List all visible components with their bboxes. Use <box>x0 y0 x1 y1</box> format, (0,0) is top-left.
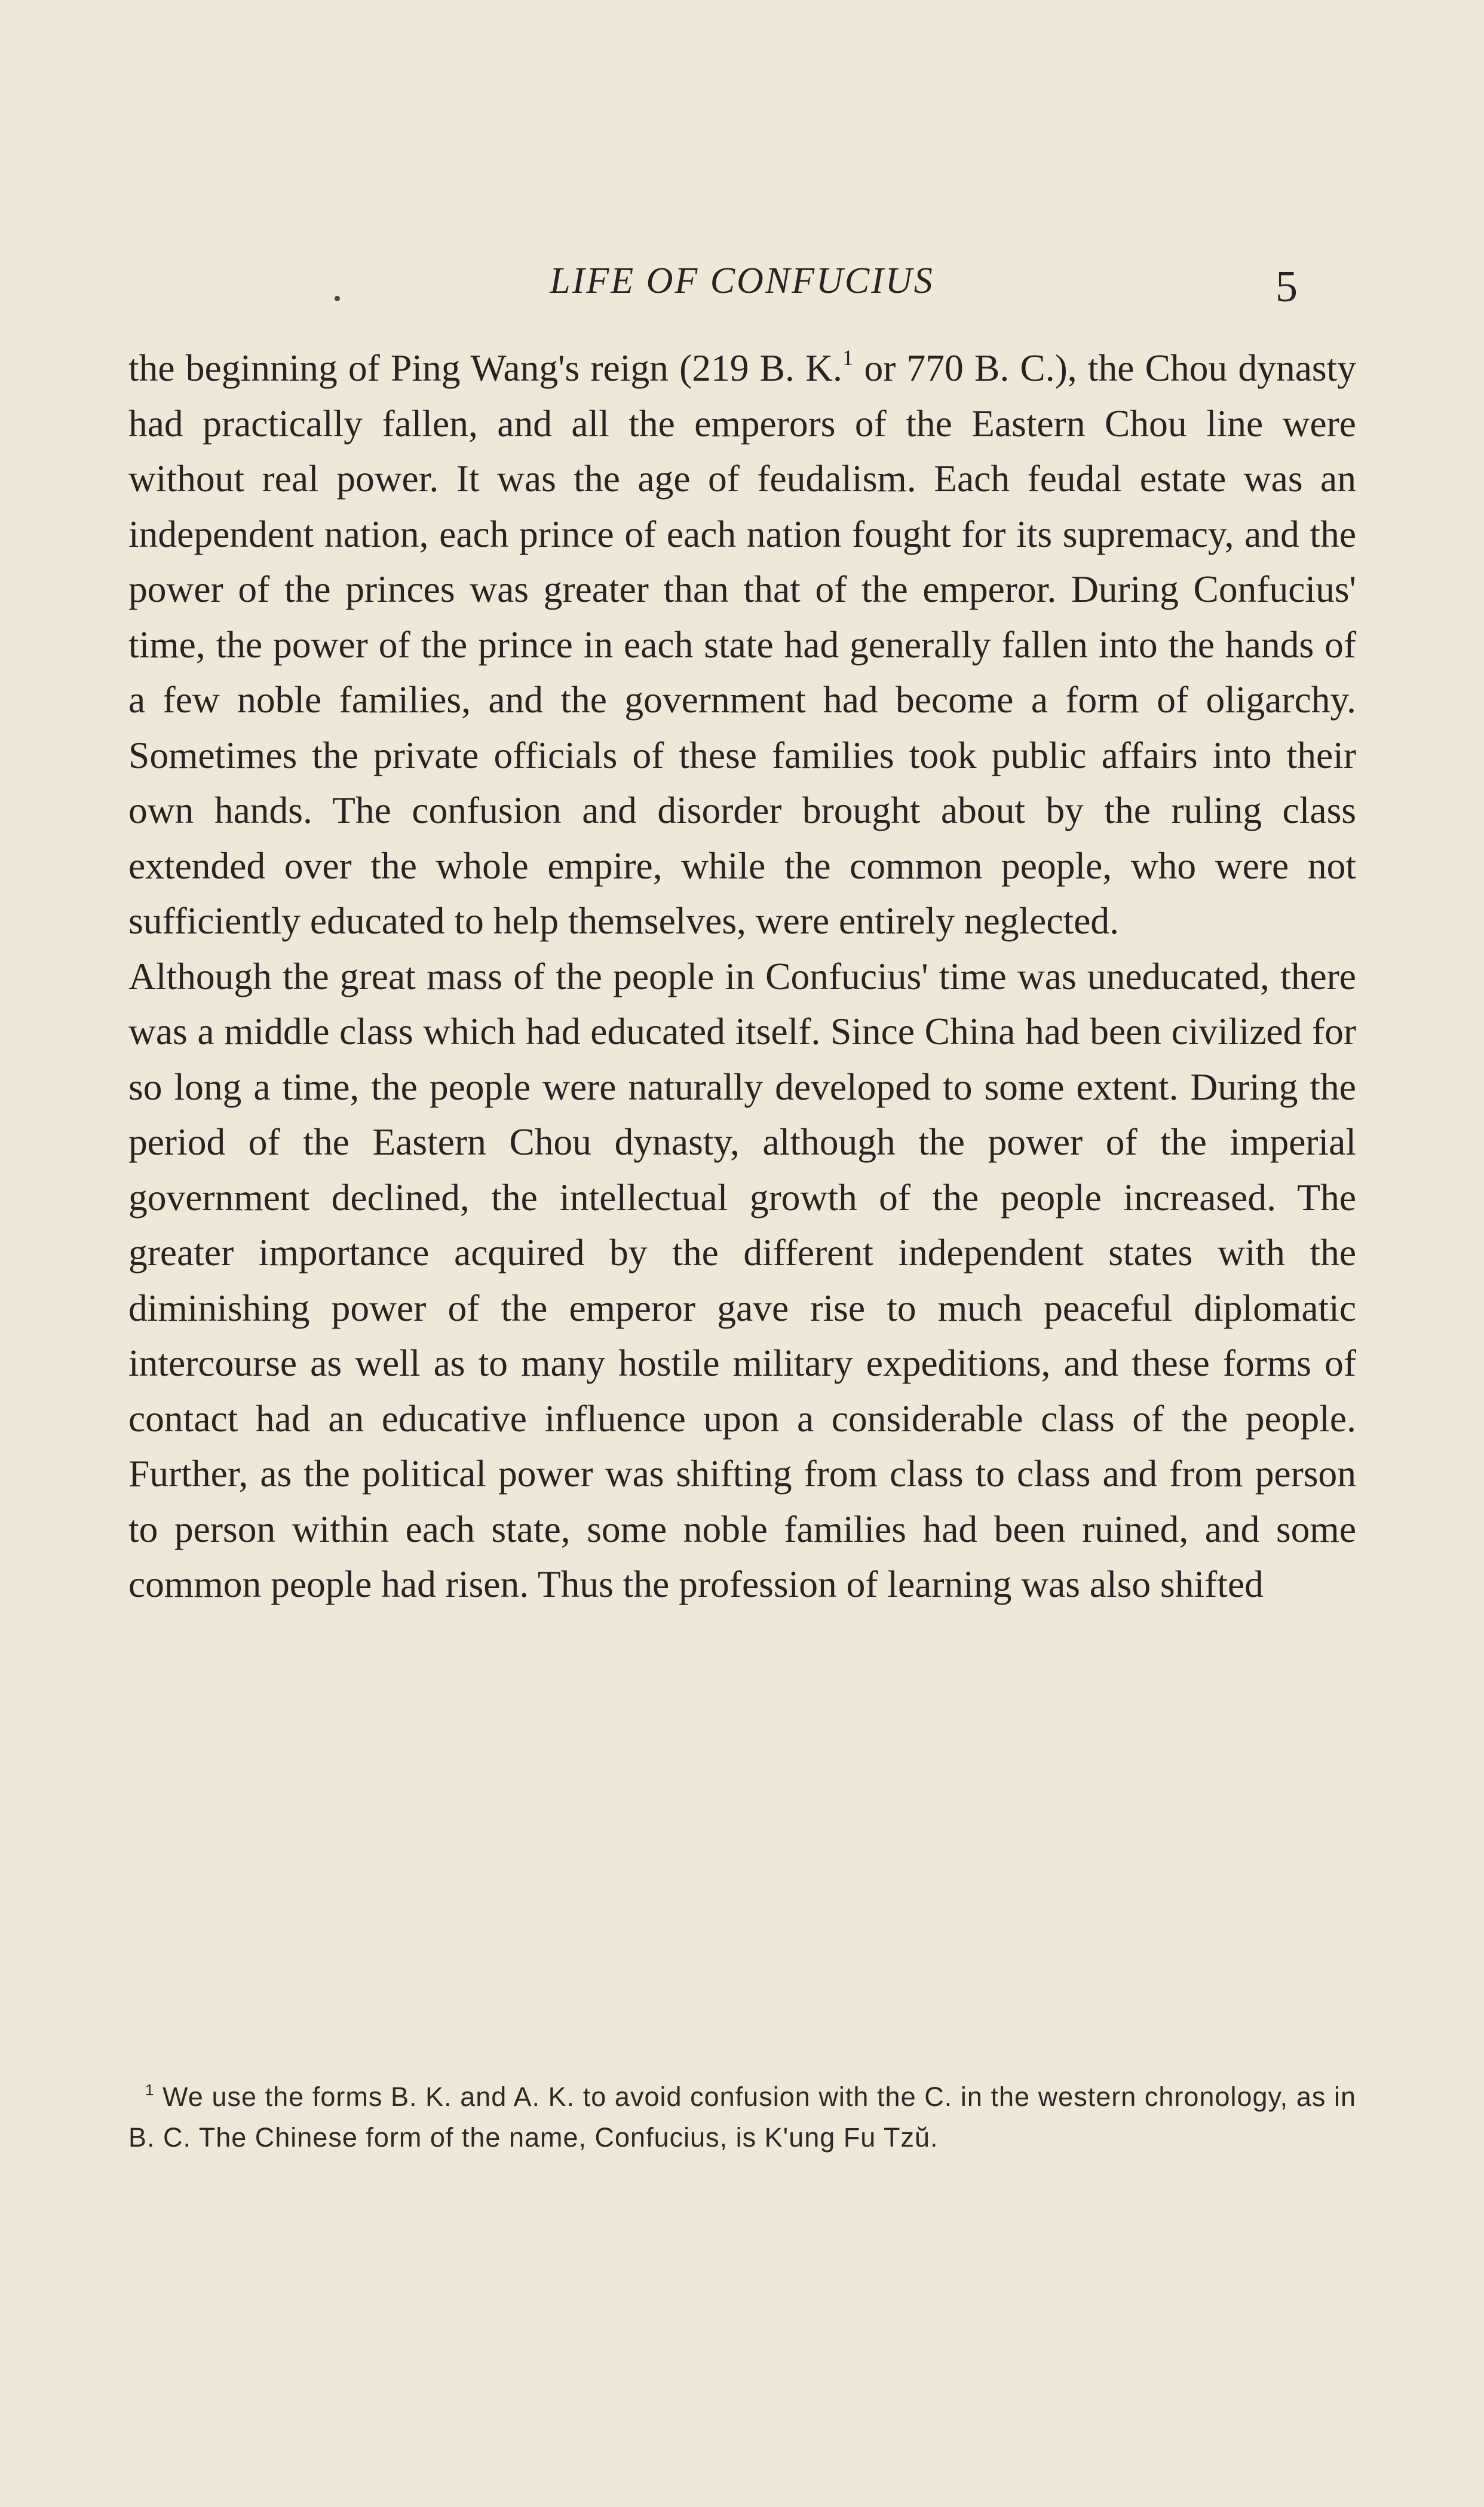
footnote-block <box>128 2077 1356 2158</box>
footnote-text: We use the forms B. K. and A. K. to avoid confusion with the C. in the western chronology, as in B. C. The Chinese form of the name, Confucius, is K'ung Fu Tzŭ. <box>128 2081 1356 2153</box>
footnote-reference: 1 <box>842 345 854 371</box>
paragraph-1 <box>128 341 1356 949</box>
paragraph-1-rest: or 770 B. C.), the Chou dynasty had practically fallen, and all the emperors of the Eastern Chou line were without real power. It was the age of feudalism. Each feudal estate was an independent nation, each prince of each nation fought for its supremacy, and the power of the princes was greater than that of the emperor. During Confucius' time, the power of the prince in each state had generally fallen into the hands of a few noble families, and the government had become a form of oligarchy. Sometimes the private officials of these families took public affairs into their own hands. The confusion and disorder brought about by the ruling class extended over the whole empire, while the common people, who were not sufficiently educated to help themselves, were entirely neglected. <box>128 347 1356 942</box>
paragraph-2: Although the great mass of the people in Confucius' time was uneducated, there was a middle class which had educated itself. Since China had been civilized for so long a time, the people were naturally developed to some extent. During the period of the Eastern Chou dynasty, although the power of the imperial government declined, the intellectual growth of the people increased. The greater importance acquired by the different independent states with the diminishing power of the emperor gave rise to much peaceful diplomatic intercourse as well as to many hostile military expeditions, and these forms of contact had an educative influence upon a considerable class of the people. Further, as the political power was shifting from class to class and from person to person within each state, some noble families had been ruined, and some common people had risen. Thus the profession of learning was also shifted <box>128 954 1356 1605</box>
running-title: LIFE OF CONFUCIUS <box>550 261 934 301</box>
page-number: 5 <box>1275 262 1298 311</box>
footnote-marker: 1 <box>145 2080 155 2099</box>
body-text <box>128 341 1356 1612</box>
running-head <box>0 254 1484 311</box>
paragraph-1-start: the beginning of Ping Wang's reign (219 B. K. <box>128 347 842 389</box>
footnote-1 <box>128 2077 1356 2158</box>
printer-dot-mark <box>335 296 340 301</box>
